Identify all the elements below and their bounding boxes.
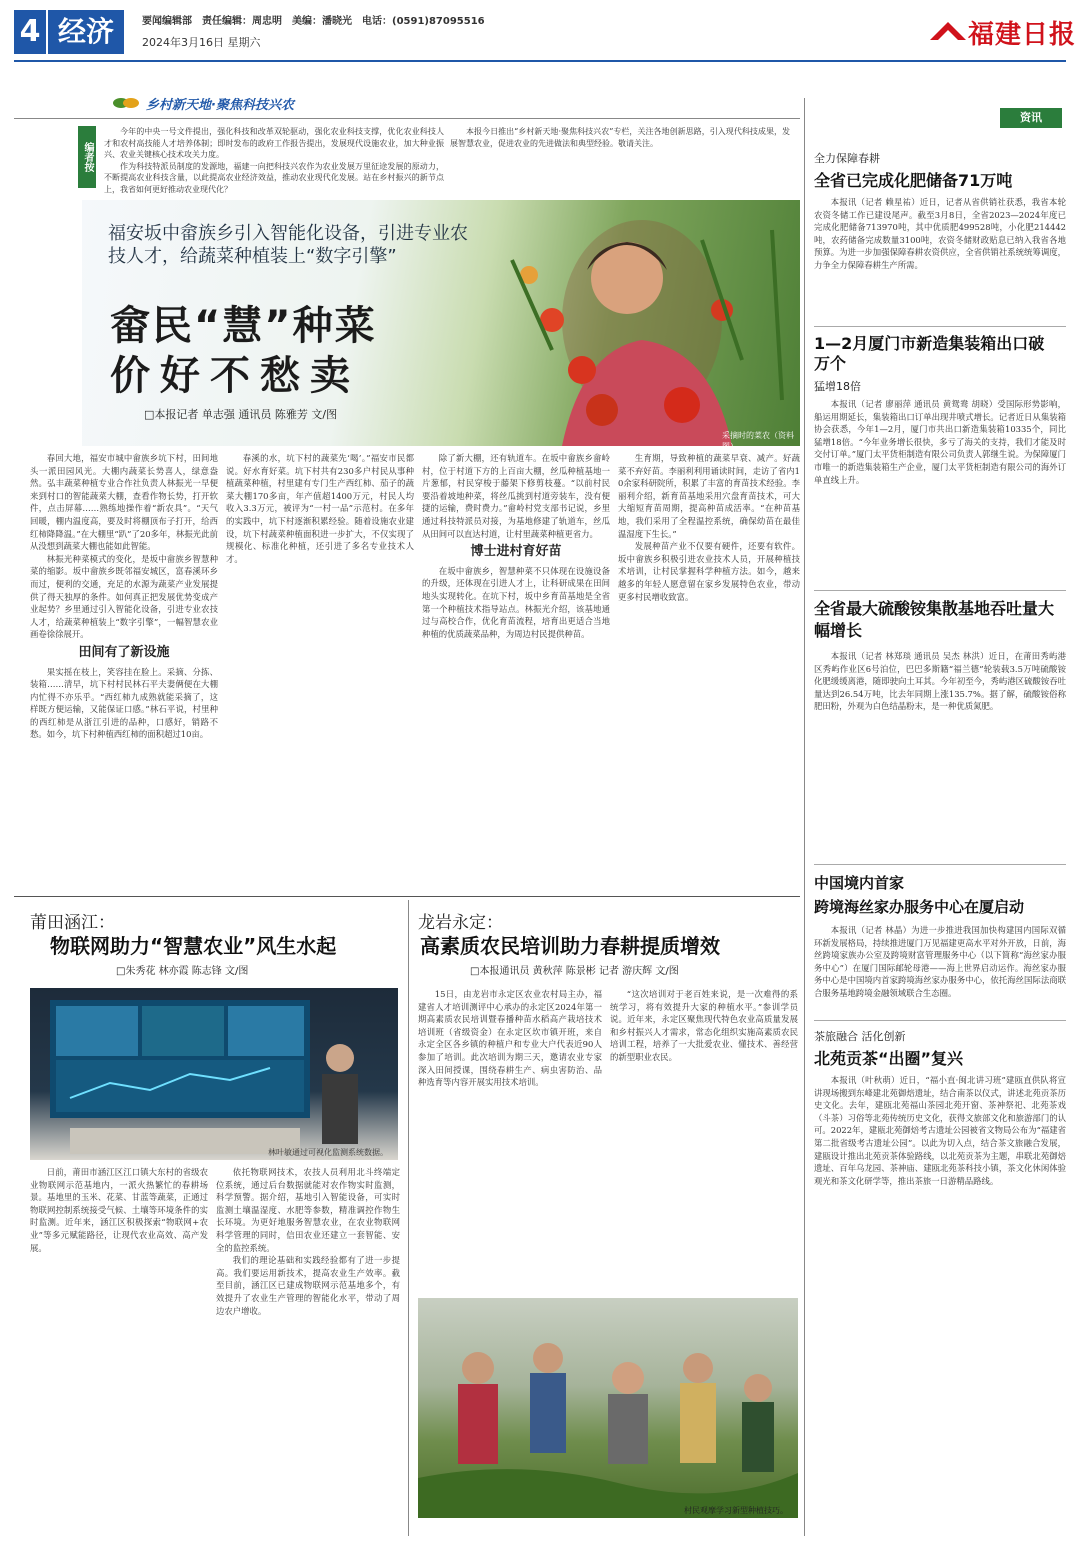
newspaper-logo-icon [928,18,968,48]
editor-note-right: 本报今日推出“乡村新天地·聚焦科技兴农”专栏，关注各地创新思路，引入现代科技成果，发展智慧农业，促进农业的先进做法和典型经验。敬请关注。 [450,127,790,148]
editor-note-tag: 编者按 [78,126,96,188]
putian-region: 莆田涵江： [30,913,115,933]
farmers-field-illustration [418,1298,798,1518]
column-banner [112,92,294,114]
lead-col-4: 生育期，导致种植的蔬菜早衰、减产。好蔬菜不弃好苗。李丽利利用诵读时间，走访了省内10余家科研院所，积累了丰富的育苗技术经验。李丽利介绍，新育苗基地采用穴盘育苗技术，可大大缩短育苗周期，提高种苗成活率。“在种苗基地，我们采用了全程温控系统，确保幼苗在最佳温湿度下生长。” 发展种苗产业不仅要有硬件，还要有软件。坂中畲族乡积极引进农业技术人员，开展种植技术培训，让村民掌握科学种植方法。如今，越来越多的年轻人愿意留在家乡发展特色农业，带动更多村民增收致富。 [618,453,800,602]
side-label: 资讯 [1000,108,1062,128]
longyan-photo [418,1298,798,1518]
putian-caption: 林叶敏通过可视化监测系统数据。 [268,1148,388,1157]
n5-body: 本报讯（叶秋萌）近日，“福小直·闽北讲习班”建瓯直供队将宣讲现场搬到东峰建北苑御焙遗址，结合南茶以仪式，讲述北苑贡茶历史文化。去年，建瓯北苑福山茶园北苑开窗、茶神祭祀、北苑茶戏（斗茶）习俗等北苑传统历史文化，获得文旅部文化和旅游部门的认可。2022年，建瓯北苑御焙考古遗址公园被省文物局公布为“福建省第二批省级考古遗址公园”。以此为切入点，结合茶文旅融合发展，建瓯设计推出北苑贡茶体验路线，以北苑贡茶为主题，串联北苑御焙遗址、百年乌龙园、茶神庙、建瓯北苑茶科技小镇，茶文化休闲体验观光和茶文化研学等，推出茶旅一日游精品路线。 [814,1075,1066,1186]
editor-note-left: 今年的中央一号文件提出，强化科技和改革双轮驱动，强化农业科技支撑，优化农业科技人才和农村高技能人才培养体制；即时发布的政府工作报告提出，发展现代设施农业，加大种业振兴、农业关键核心技术攻关力度。 作为科技特派员制度的发源地，福建一向把科技兴农作为农业发展万里征途发展的原动力，不断提高农业科技含量，以此提高农业经济效益，推动农业现代化发展。站在乡村振兴的新节点上，我省如何更好推动农业现代化？ [104,127,444,194]
lead-byline: □本报记者 单志强 通讯员 陈雅芳 文/图 [144,408,338,421]
lead-title-line2: 价好不愁卖 [110,353,360,399]
putian-byline: □朱秀花 林亦霞 陈志锋 文/图 [116,966,249,977]
lead-col-1: 春回大地，福安市城中畲族乡坑下村，田间地头一派田园风光。大棚内蔬菜长势喜人，绿意盎然。弘丰蔬菜种植专业合作社负责人林振光一早便来到村口的智能蔬菜大棚，查看作物长势，打开软件，点击屏幕……熟练地操作着“新农具”。“天气回暖，棚内温度高，要及时将棚顶布子打开，给西红柿降降温。”在大棚里“趴”了20多年，林振光此前从没想到蔬菜大棚也能如此智能。 林振光种菜模式的变化，是坂中畲族乡智慧种菜的缩影。坂中畲族乡既邻福安城区，富春溪环乡而过，便利的交通，充足的水源为蔬菜产业发展提供了得天独厚的条件。如何真正把发展优势变成产业起势？乡里通过引入智能化设备，引进专业农技人才，给蔬菜种植装上“数字引擎”，一幅智慧农业画卷徐徐展开。 田间有了新设施 果实摇在枝上，笑容挂在脸上。采摘、分拣、装箱……清早，坑下村村民林石平夫妻俩便在大棚内忙得不亦乐乎。“西红柿九成熟就能采摘了，这样既方便运输，又能保证口感。”林石平说，村里种的西红柿是从浙江引进的品种，口感好，销路不愁。如今，坑下村种植西红柿的面积超过10亩。 [30,453,218,740]
putian-photo [30,988,398,1160]
putian-col-2: 依托物联网技术，农技人员利用北斗终端定位系统，通过后台数据就能对农作物实时监测，科学预警。据介绍，基地引入智能设备，可实时监测土壤温湿度、水肥等参数，精准调控作物生长环境。为更好地服务智慧农业，在农业物联网科学管理的同时，信田农业还建立一套智能、安全的监控系统。 我们的理论基础和实践经验都有了进一步提高。我们要运用新技术，提高农业生产效率。截至目前，涵江区已建成物联网示范基地多个，有效提升了农业生产管理的智能化水平，带动了周边农户增收。 [216,1167,400,1316]
n1-body: 本报讯（记者 赖星祐）近日，记者从省供销社获悉，我省本轮农资冬储工作已建设尾声。截至3月8日，全省2023—2024年度已完成化肥储备713970吨，其中优质肥499528吨，小化肥214442吨，农药储备完成数量3100吨，农资冬储财政贴息已纳入我省各地预算。为进一步加强保障春耕农资供应，全省供销社系统统筹调度，力争全力保障春耕生产所需。 [814,197,1066,270]
putian-title: 物联网助力“智慧农业”风生水起 [50,934,337,958]
longyan-col-1: 15日，由龙岩市永定区农业农村局主办，福建省人才培训测评中心承办的永定区2024年第一期高素质农民培训暨春播种苗水稻高产栽培技术培训班（省级资金）在永定区坎市镇开班，来自永定全区各乡镇的种植户和专业大户代表近90人参加了培训。此次培训为期三天，邀请农业专家深入田间授课，围绕春耕生产、病虫害防治、品种选育等内容开展实用技术培训。 [418,989,602,1088]
n4-title-line2: 跨境海丝家办服务中心在厦启动 [814,898,1025,916]
page-header [0,0,1080,62]
hero-caption: 采摘时的菜农（资料图） [722,431,794,451]
n2-sub: 猛增18倍 [814,380,861,393]
n1-title: 全省已完成化肥储备71万吨 [814,171,1013,190]
longyan-col-2: “这次培训对于老百姓来说，是一次难得的系统学习，将有效提升大家的种植水平。”参训学员说。近年来，永定区聚焦现代特色农业高质量发展和乡村振兴人才需求，常态化组织实施高素质农民培训工程，培养了一大批爱农业、懂技术、善经营的新型职业农民。 [610,989,798,1062]
n5-kicker: 茶旅融合 活化创新 [814,1030,906,1043]
issue-date: 2024年3月16日 星期六 [142,36,261,49]
n5-title: 北苑贡茶“出圈”复兴 [814,1049,964,1068]
n2-body: 本报讯（记者 廖丽萍 通讯员 黄鸳鸯 胡晓）受国际形势影响，船运用期延长，集装箱出口订单出现井喷式增长。记者近日从集装箱协会获悉，今年1—2月，厦门市共出口新造集装箱10335个，同比猛增18倍。“今年业务增长很快，多亏了海关的支持，我们才能及时交付订单。”厦门太平货柜制造有限公司负责人郭继生说。为保障厦门市唯一的新造集装箱生产企业，厦门太平货柜制造有限公司的海外订单直线上升。 [814,399,1066,485]
subhead-doctor-seedlings: 博士进村育好苗 [470,544,562,560]
n3-title: 全省最大硫酸铵集散基地吞吐量大幅增长 [814,599,1055,640]
monitoring-screen-illustration [30,988,398,1160]
lead-kicker: 福安坂中畲族乡引入智能化设备，引进专业农技人才，给蔬菜种植装上“数字引擎” [108,223,468,267]
longyan-caption: 村民观摩学习新型种植技巧。 [684,1506,788,1515]
page-number: 4 [14,10,46,54]
subhead-new-facilities: 田间有了新设施 [78,644,170,660]
longyan-byline: □本报通讯员 黄秋萍 陈景彬 记者 游庆辉 文/图 [470,966,679,977]
leaf-icon [112,93,140,113]
newspaper-name: 福建日报 [968,20,1077,50]
n4-body: 本报讯（记者 林晶）为进一步推进我国加快构建国内国际双循环新发展格局，持续推进厦门万见福建更高水平对外开放，日前，海丝跨境家族办公室及跨境财富管理服务中心（以下简称“海丝家办服务中心”）在厦门国际邮轮母港——海上世界启动运作。海丝家办服务中心是中国境内首家跨境海丝家办服务中心，依托海丝国际法商联合服务基地跨境金融领域联合生态圈。 [814,925,1066,998]
longyan-region: 龙岩永定： [418,913,503,933]
lead-col-3: 除了新大棚，还有轨道车。在坂中畲族乡畲岭村，位于村道下方的上百亩大棚，丝瓜种植基地一片葱郁，村民穿梭于藤架下修剪枝蔓。“以前村民要沿着坡地种菜，将丝瓜挑到村道旁装车，没有便捷的运输，费时费力。”畲岭村党支部书记说，乡里通过科技特派员对接，为基地修建了轨道车，丝瓜从田间可以直达村道，让村里蔬菜种植更省力。 博士进村育好苗 在坂中畲族乡，智慧种菜不只体现在设施设备的升级，还体现在引进人才上，让科研成果在田间地头实现转化。在坑下村，坂中乡育苗基地是全省第一个种植技术指导站点。林振光介绍，该基地通过与高校合作，优化育苗流程，培育出更适合当地种植的优质蔬菜品种，为周边村民提供种苗。 [422,453,610,639]
staff-line: 要闻编辑部 责任编辑：周忠明 美编：潘晓光 电话：(0591)87095516 [142,16,485,27]
n3-body: 本报讯（记者 林郑琰 通讯员 吴杰 林洪）近日，在莆田秀屿港区秀屿作业区6号泊位，巴巴多斯籍“福兰德”轮装载3.5万吨硫酸铵化肥缓缓离港，随即驶向土耳其。今年初至今，秀屿港区硫酸铵吞吐量达到26.54万吨，比去年同期上涨135.7%。据了解，硫酸铵俗称肥田粉，外观为白色结晶粉末，是一种优质氮肥。 [814,651,1066,712]
banner-title: 乡村新天地·聚焦科技兴农 [146,97,294,113]
section-name: 经济 [48,10,124,54]
longyan-title: 高素质农民培训助力春耕提质增效 [420,934,720,958]
hero-photo [82,200,800,451]
n4-title-line1: 中国境内首家 [814,874,905,892]
n2-title: 1—2月厦门市新造集装箱出口破万个 [814,334,1045,373]
lead-title-line1: 畲民“慧”种菜 [110,303,377,349]
lead-col-2: 春溪的水，坑下村的蔬菜先‘喝’。”福安市民都说。好水育好菜。坑下村共有230多户村民从事种植蔬菜种植，村里建有专门生产西红柿、茄子的蔬菜大棚170多亩，年产值超1400万元，村民人均收入3.3万元，被评为“一村一品”示范村。在多年的实践中，坑下村逐渐积累经验。随着设施农业建设，坑下村蔬菜种植面积进一步扩大，不仅实现了规模化、标准化种植，还引进了多名专业技术人才。 [226,453,414,564]
n1-kicker: 全力保障春耕 [814,152,880,165]
putian-col-1: 日前，莆田市涵江区江口镇大东村的省级农业物联网示范基地内，一派火热繁忙的春耕场景。基地里的玉米、花菜、甘蓝等蔬菜，正通过物联网控制系统接受气候、土壤等环境条件的实时监测。近年来，涵江区积极探索“物联网+农业”等多元赋能路径，让现代农业高效、高产发展。 [30,1167,208,1253]
